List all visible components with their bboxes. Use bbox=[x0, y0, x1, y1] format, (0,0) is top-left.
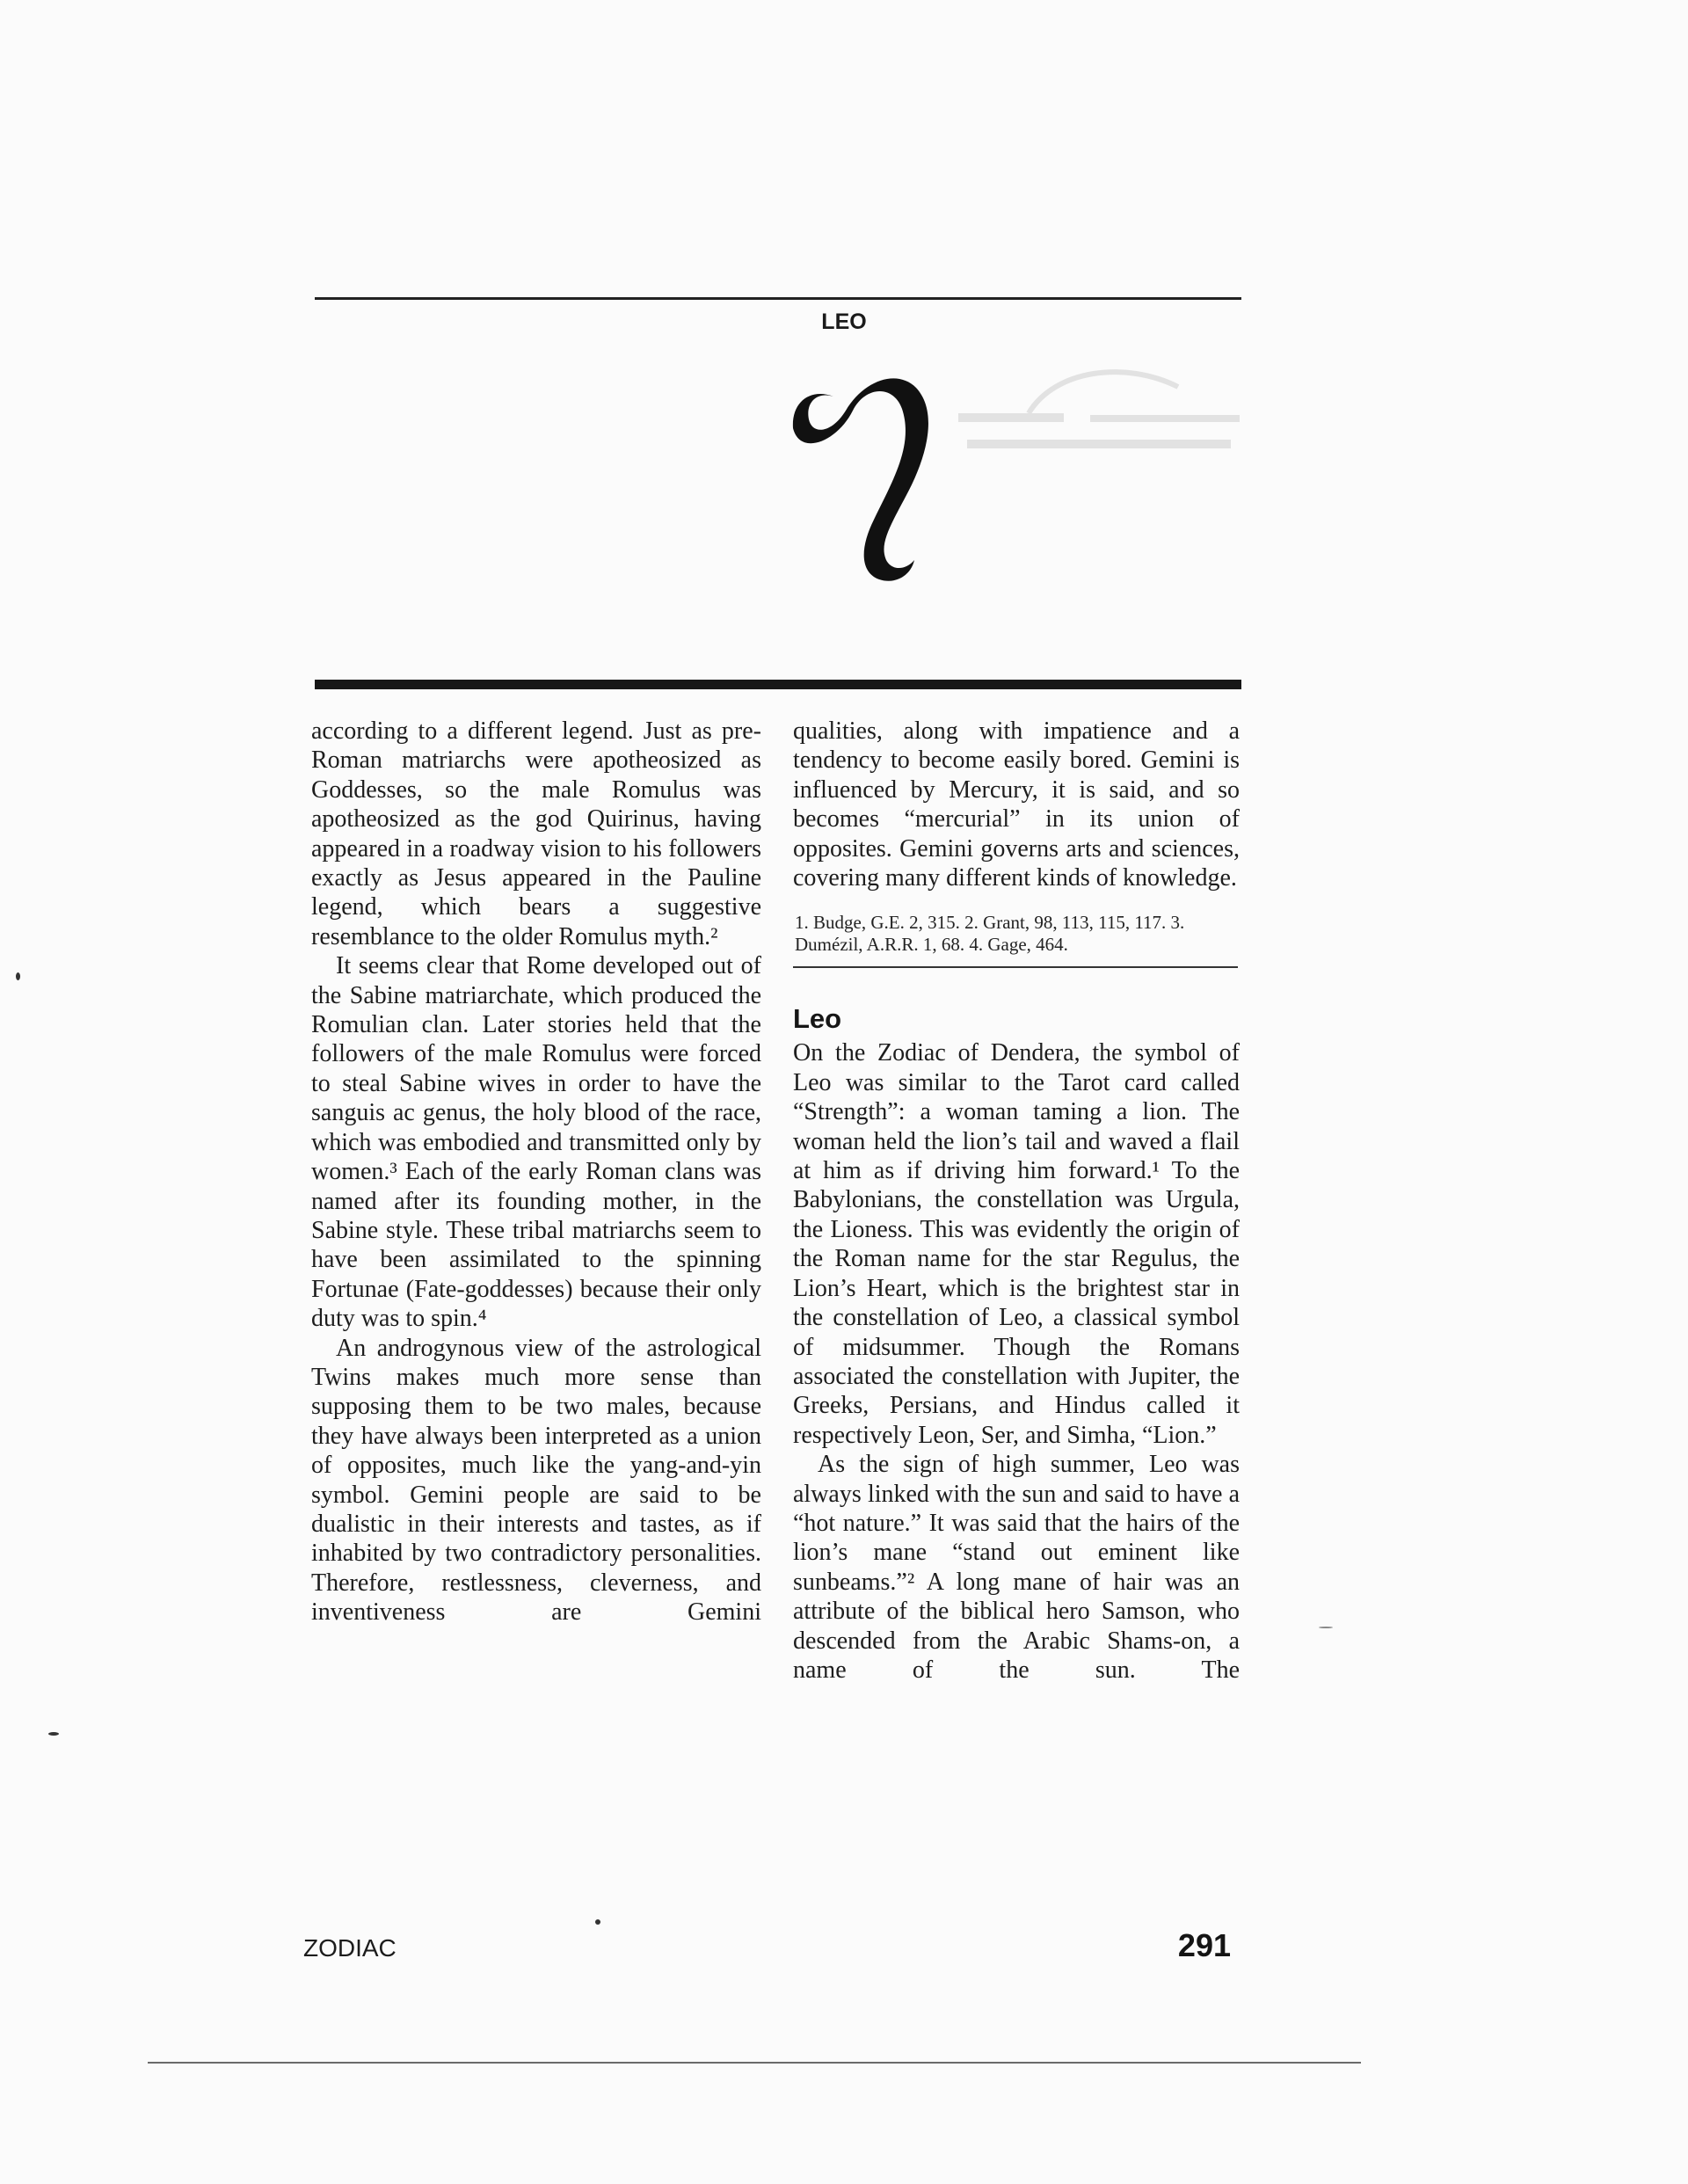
scan-speck bbox=[595, 1919, 600, 1925]
paragraph: according to a different legend. Just as pre-Roman matriarchs were apotheosized as Goddesses, so the male Romulus was apotheosized as the god Quirinus, having appeared in a roadway vision to his followers exactly as Jesus appeared in the Pauline legend, which bears a suggestive resemblance to the older Romulus myth.² bbox=[311, 717, 761, 950]
header-top-rule bbox=[315, 297, 1241, 300]
paragraph: It seems clear that Rome developed out of the Sabine matriarchate, which produced the Romulian clan. Later stories held that the followers of the male Romulus were forced to steal Sabine wives in order to have the sanguis ac genus, the holy blood of the race, which was embodied and transmitted only by women.³ Each of the early Roman clans was named after its founding mother, in the Sabine style. These tribal matriarchs seem to have been assimilated to the spinning Fortunae (Fate-goddesses) because their only duty was to spin.⁴ bbox=[311, 952, 761, 1333]
scan-speck bbox=[1319, 1627, 1333, 1628]
left-column bbox=[311, 717, 761, 1627]
bleed-through-artwork bbox=[958, 352, 1248, 475]
entry-heading: Leo bbox=[793, 1003, 842, 1035]
footnote-rule bbox=[793, 966, 1238, 968]
section-label: LEO bbox=[821, 309, 867, 334]
scan-edge-rule bbox=[148, 2062, 1361, 2064]
footer-section: ZODIAC bbox=[303, 1934, 397, 1962]
paragraph-continuation: qualities, along with impatience and a tendency to become easily bored. Gemini is influenced by Mercury, it is said, and so becomes “mercurial” in its union of opposites. Gemini governs arts and sciences, covering many different kinds of knowledge. bbox=[793, 717, 1240, 892]
scan-speck bbox=[48, 1732, 59, 1736]
scan-speck bbox=[16, 972, 20, 980]
header-bottom-rule bbox=[315, 680, 1241, 689]
paragraph: An androgynous view of the astrological Twins makes much more sense than supposing them to be two males, because they have always been interpreted as a union of opposites, much like the yang-and-yin symbol. Gemini people are said to be dualistic in their interests and tastes, as if inhabited by two contradictory personalities. Therefore, restlessness, cleverness, and inventiveness are Gemini bbox=[311, 1334, 761, 1627]
right-column bbox=[793, 717, 1240, 1685]
paragraph: On the Zodiac of Dendera, the symbol of Leo was similar to the Tarot card called “Strength”: a woman taming a lion. The woman held the lion’s tail and waved a flail at him as if driving him forward.¹ To the Babylonians, the constellation was Urgula, the Lioness. This was evidently the origin of the Roman name for the star Regulus, the Lion’s Heart, which is the brightest star in the constellation of Leo, a classical symbol of midsummer. Though the Romans associated the constellation with Jupiter, the Greeks, Persians, and Hindus called it respectively Leon, Ser, and Simha, “Lion.” bbox=[793, 1039, 1240, 1449]
leo-glyph-icon bbox=[782, 365, 941, 585]
footnotes: 1. Budge, G.E. 2, 315. 2. Grant, 98, 113, 115, 117. 3. Dumézil, A.R.R. 1, 68. 4. Gage, 464. bbox=[795, 912, 1185, 956]
page-number: 291 bbox=[1177, 1927, 1231, 1963]
paragraph: As the sign of high summer, Leo was always linked with the sun and said to have a “hot nature.” It was said that the hairs of the lion’s mane “stand out eminent like sunbeams.”² A long mane of hair was an attribute of the biblical hero Samson, who descended from the Arabic Shams-on, a name of the sun. The bbox=[793, 1451, 1240, 1684]
